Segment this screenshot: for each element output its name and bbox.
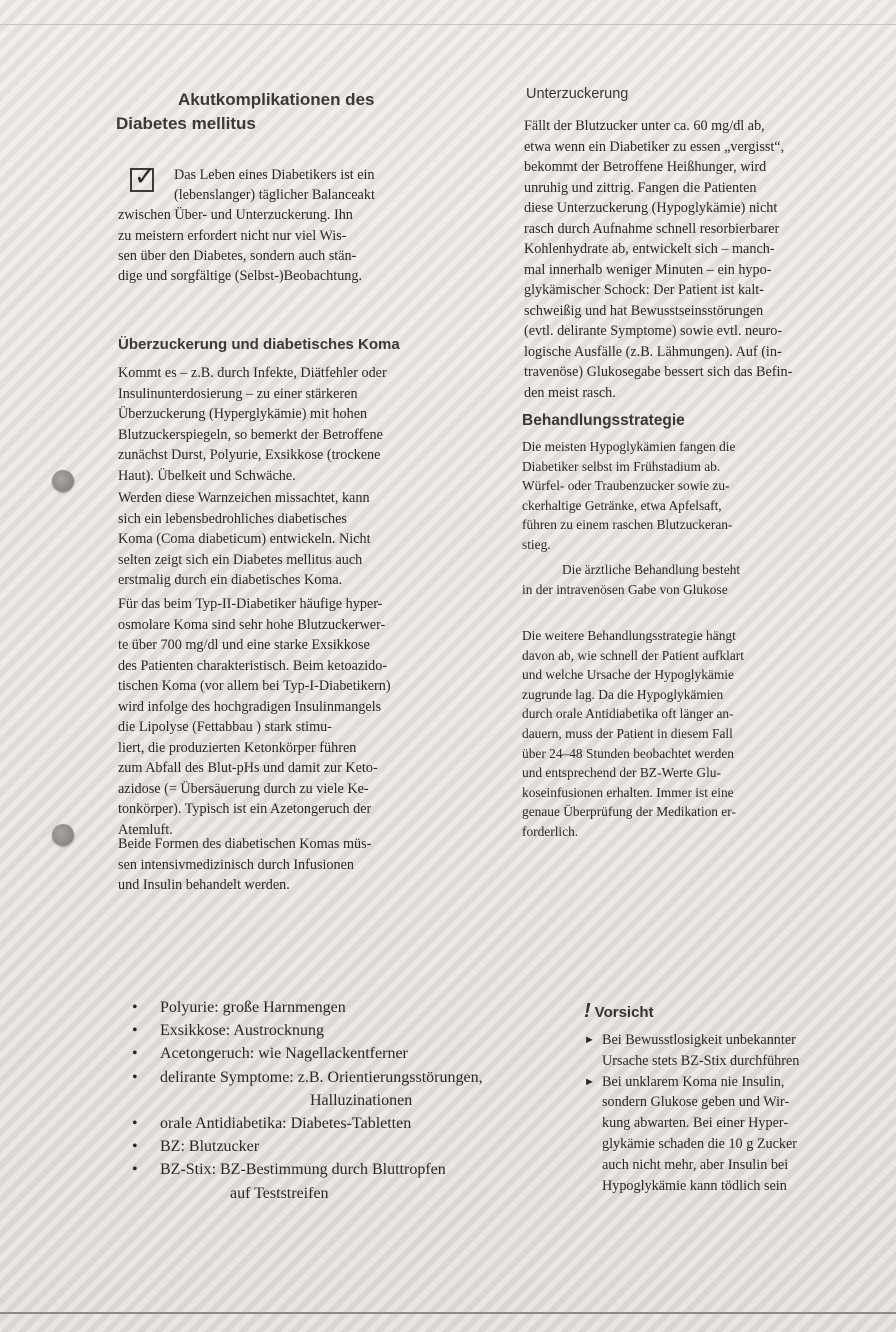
text-line: zunächst Durst, Polyurie, Exsikkose (trockene	[118, 447, 381, 463]
glossary-text: Halluzinationen	[310, 1091, 413, 1109]
text-line: zugrunde lag. Da die Hypoglykämien	[522, 686, 724, 702]
text-line: stieg.	[522, 536, 551, 552]
bullet-icon: •	[132, 1161, 138, 1179]
warning-text: sondern Glukose geben und Wir-	[602, 1094, 790, 1111]
intro-line: (lebenslanger) täglicher Balanceakt	[174, 187, 375, 204]
warning-exclamation-icon: !	[584, 1000, 591, 1022]
arrow-bullet-icon: ►	[584, 1075, 595, 1088]
text-line: rasch durch Aufnahme schnell resorbierbarer	[524, 220, 780, 237]
text-line: Würfel- oder Traubenzucker sowie zu-	[522, 478, 730, 493]
text-line: und Insulin behandelt werden.	[118, 877, 290, 893]
text-line: forderlich.	[522, 823, 579, 839]
text-line: Diabetiker selbst im Frühstadium ab.	[522, 458, 721, 474]
text-line: selten zeigt sich ein Diabetes mellitus auch	[118, 551, 363, 568]
text-line: mal innerhalb weniger Minuten – ein hypo-	[524, 261, 772, 278]
text-line: etwa wenn ein Diabetiker zu essen „vergisst“,	[524, 138, 785, 155]
text-line: des Patienten charakteristisch. Beim ketoazido-	[118, 657, 388, 674]
right-paragraph-4	[522, 626, 772, 842]
article-title-line-2: Diabetes mellitus	[116, 114, 256, 133]
text-line: Beide Formen des diabetischen Komas müs-	[118, 836, 372, 852]
bullet-icon: •	[132, 1068, 138, 1086]
bullet-icon: •	[132, 999, 138, 1016]
left-paragraph-1	[118, 363, 428, 486]
text-line: te über 700 mg/dl und eine starke Exsikkose	[118, 637, 370, 653]
text-line: glykämischer Schock: Der Patient ist kalt-	[524, 282, 764, 298]
text-line: Kommt es – z.B. durch Infekte, Diätfehler oder	[118, 365, 387, 381]
text-line: Für das beim Typ-II-Diabetiker häufige hyper-	[118, 596, 383, 612]
left-paragraph-2	[118, 488, 428, 591]
text-line: sen intensivmedizinisch durch Infusionen	[118, 856, 355, 873]
warning-item	[584, 1072, 844, 1093]
arrow-bullet-icon: ►	[584, 1034, 595, 1046]
article-title-line-1: Akutkomplikationen des	[178, 90, 375, 109]
warning-text: Hypoglykämie kann tödlich sein	[602, 1177, 787, 1194]
warning-title: Vorsicht	[594, 1004, 654, 1021]
text-line: Insulinunterdosierung – zu einer stärkeren	[118, 385, 358, 402]
text-line: unruhig und zittrig. Fangen die Patienten	[524, 179, 757, 196]
glossary-text: delirante Symptome: z.B. Orientierungsstörungen,	[160, 1068, 483, 1086]
warning-text: Ursache stets BZ-Stix durchführen	[602, 1052, 800, 1069]
section-heading-hyperglycemia: Überzuckerung und diabetisches Koma	[118, 336, 400, 353]
bullet-icon: •	[132, 1045, 138, 1063]
right-paragraph-1	[524, 116, 836, 403]
glossary-item	[122, 1135, 562, 1158]
text-line: schweißig und hat Bewusstseinsstörungen	[524, 302, 764, 319]
text-line: genaue Überprüfung der Medikation er-	[522, 804, 736, 820]
warning-text: Bei unklarem Koma nie Insulin,	[602, 1073, 785, 1090]
glossary-text: Exsikkose: Austrocknung	[160, 1022, 324, 1040]
glossary-item-continued	[122, 1089, 562, 1112]
warning-list	[584, 1030, 844, 1196]
intro-line: sen über den Diabetes, sondern auch stän-	[118, 247, 357, 264]
glossary-item	[122, 1158, 562, 1181]
glossary-item	[122, 1019, 562, 1042]
section-heading-treatment: Behandlungsstrategie	[522, 412, 685, 429]
text-line: liert, die produzierten Ketonkörper führen	[118, 739, 357, 756]
glossary-text: BZ-Stix: BZ-Bestimmung durch Bluttropfen	[160, 1161, 446, 1179]
text-line: Die meisten Hypoglykämien fangen die	[522, 439, 736, 454]
intro-line: zu meistern erfordert nicht nur viel Wis-	[118, 227, 347, 244]
text-line: Atemluft.	[118, 821, 173, 838]
glossary-item	[122, 1042, 562, 1065]
text-line: logische Ausfälle (z.B. Lähmungen). Auf (in-	[524, 343, 782, 360]
text-line: die Lipolyse (Fettabbau ) stark stimu-	[118, 719, 332, 735]
text-line: Die ärztliche Behandlung besteht	[562, 562, 741, 577]
glossary-list	[122, 996, 562, 1205]
text-line: ckerhaltige Getränke, etwa Apfelsaft,	[522, 497, 722, 513]
warning-item	[584, 1030, 844, 1051]
text-line: wird infolge des hochgradigen Insulinmangels	[118, 698, 382, 715]
right-paragraph-2	[522, 437, 770, 554]
section-heading-hypoglycemia: Unterzuckerung	[526, 86, 629, 102]
glossary-item-continued	[122, 1182, 562, 1205]
punch-hole-upper	[52, 470, 74, 492]
bottom-edge-line	[0, 1312, 896, 1314]
text-line: führen zu einem raschen Blutzuckeran-	[522, 517, 733, 532]
text-line: den meist rasch.	[524, 384, 616, 401]
text-line: erstmalig durch ein diabetisches Koma.	[118, 572, 343, 588]
text-line: osmolare Koma sind sehr hohe Blutzuckerwer-	[118, 616, 386, 633]
glossary-text: Acetongeruch: wie Nagellackentferner	[160, 1045, 408, 1063]
glossary-text: BZ: Blutzucker	[160, 1138, 260, 1156]
text-line: (evtl. delirante Symptome) sowie evtl. neuro-	[524, 323, 783, 339]
warning-text: auch nicht mehr, aber Insulin bei	[602, 1156, 789, 1173]
text-line: tischen Koma (vor allem bei Typ-I-Diabetikern)	[118, 678, 391, 694]
text-line: sich ein lebensbedrohliches diabetisches	[118, 510, 347, 527]
text-line: Blutzuckerspiegeln, so bemerkt der Betroffene	[118, 426, 383, 443]
intro-line: Das Leben eines Diabetikers ist ein	[174, 167, 375, 183]
warning-heading	[584, 1000, 654, 1023]
text-line: zum Abfall des Blut-pHs und damit zur Keto-	[118, 760, 378, 776]
glossary-item	[122, 996, 562, 1019]
glossary-item	[122, 1066, 562, 1089]
text-line: über 24–48 Stunden beobachtet werden	[522, 745, 734, 761]
intro-line: zwischen Über- und Unterzuckerung. Ihn	[118, 207, 353, 224]
text-line: Werden diese Warnzeichen missachtet, kann	[118, 490, 370, 506]
text-line: durch orale Antidiabetika oft länger an-	[522, 706, 734, 722]
text-line: koseinfusionen erhalten. Immer ist eine	[522, 784, 734, 800]
left-paragraph-4	[118, 834, 428, 896]
text-line: und entsprechend der BZ-Werte Glu-	[522, 765, 721, 781]
glossary-text: Polyurie: große Harnmengen	[160, 999, 346, 1016]
glossary-text: auf Teststreifen	[230, 1184, 329, 1202]
text-line: und welche Ursache der Hypoglykämie	[522, 667, 734, 683]
text-line: Haut). Übelkeit und Schwäche.	[118, 467, 296, 484]
punch-hole-lower	[52, 824, 74, 846]
checkmark-box-icon: ✓	[130, 168, 154, 192]
bullet-icon: •	[132, 1115, 138, 1133]
bullet-icon: •	[132, 1022, 138, 1040]
text-line: Die weitere Behandlungsstrategie hängt	[522, 628, 736, 643]
text-line: dauern, muss der Patient in diesem Fall	[522, 725, 733, 741]
warning-text: glykämie schaden die 10 g Zucker	[602, 1135, 798, 1152]
left-paragraph-3	[118, 594, 428, 840]
text-line: tonkörper). Typisch ist ein Azetongeruch der	[118, 801, 372, 817]
text-line: Kohlenhydrate ab, entwickelt sich – manch-	[524, 241, 775, 257]
warning-text: kung abwarten. Bei einer Hyper-	[602, 1115, 789, 1132]
text-line: travenöse) Glukosegabe bessert sich das Befin-	[524, 364, 793, 380]
text-line: azidose (= Übersäuerung durch zu viele Ke-	[118, 780, 369, 797]
top-edge-line	[0, 24, 896, 25]
intro-line: dige und sorgfältige (Selbst-)Beobachtung.	[118, 268, 363, 285]
glossary-item	[122, 1112, 562, 1135]
text-line: davon ab, wie schnell der Patient aufklart	[522, 647, 744, 663]
text-line: bekommt der Betroffene Heißhunger, wird	[524, 159, 767, 175]
text-line: Koma (Coma diabeticum) entwickeln. Nicht	[118, 531, 371, 547]
intro-box	[118, 165, 416, 286]
bullet-icon: •	[132, 1138, 138, 1156]
text-line: in der intravenösen Gabe von Glukose	[522, 582, 728, 597]
right-paragraph-3	[522, 560, 772, 600]
glossary-text: orale Antidiabetika: Diabetes-Tabletten	[160, 1115, 412, 1133]
warning-text: Bei Bewusstlosigkeit unbekannter	[602, 1032, 796, 1048]
text-line: Überzuckerung (Hyperglykämie) mit hohen	[118, 406, 368, 422]
text-line: diese Unterzuckerung (Hypoglykämie) nicht	[524, 200, 778, 216]
text-line: Fällt der Blutzucker unter ca. 60 mg/dl ab,	[524, 118, 765, 134]
